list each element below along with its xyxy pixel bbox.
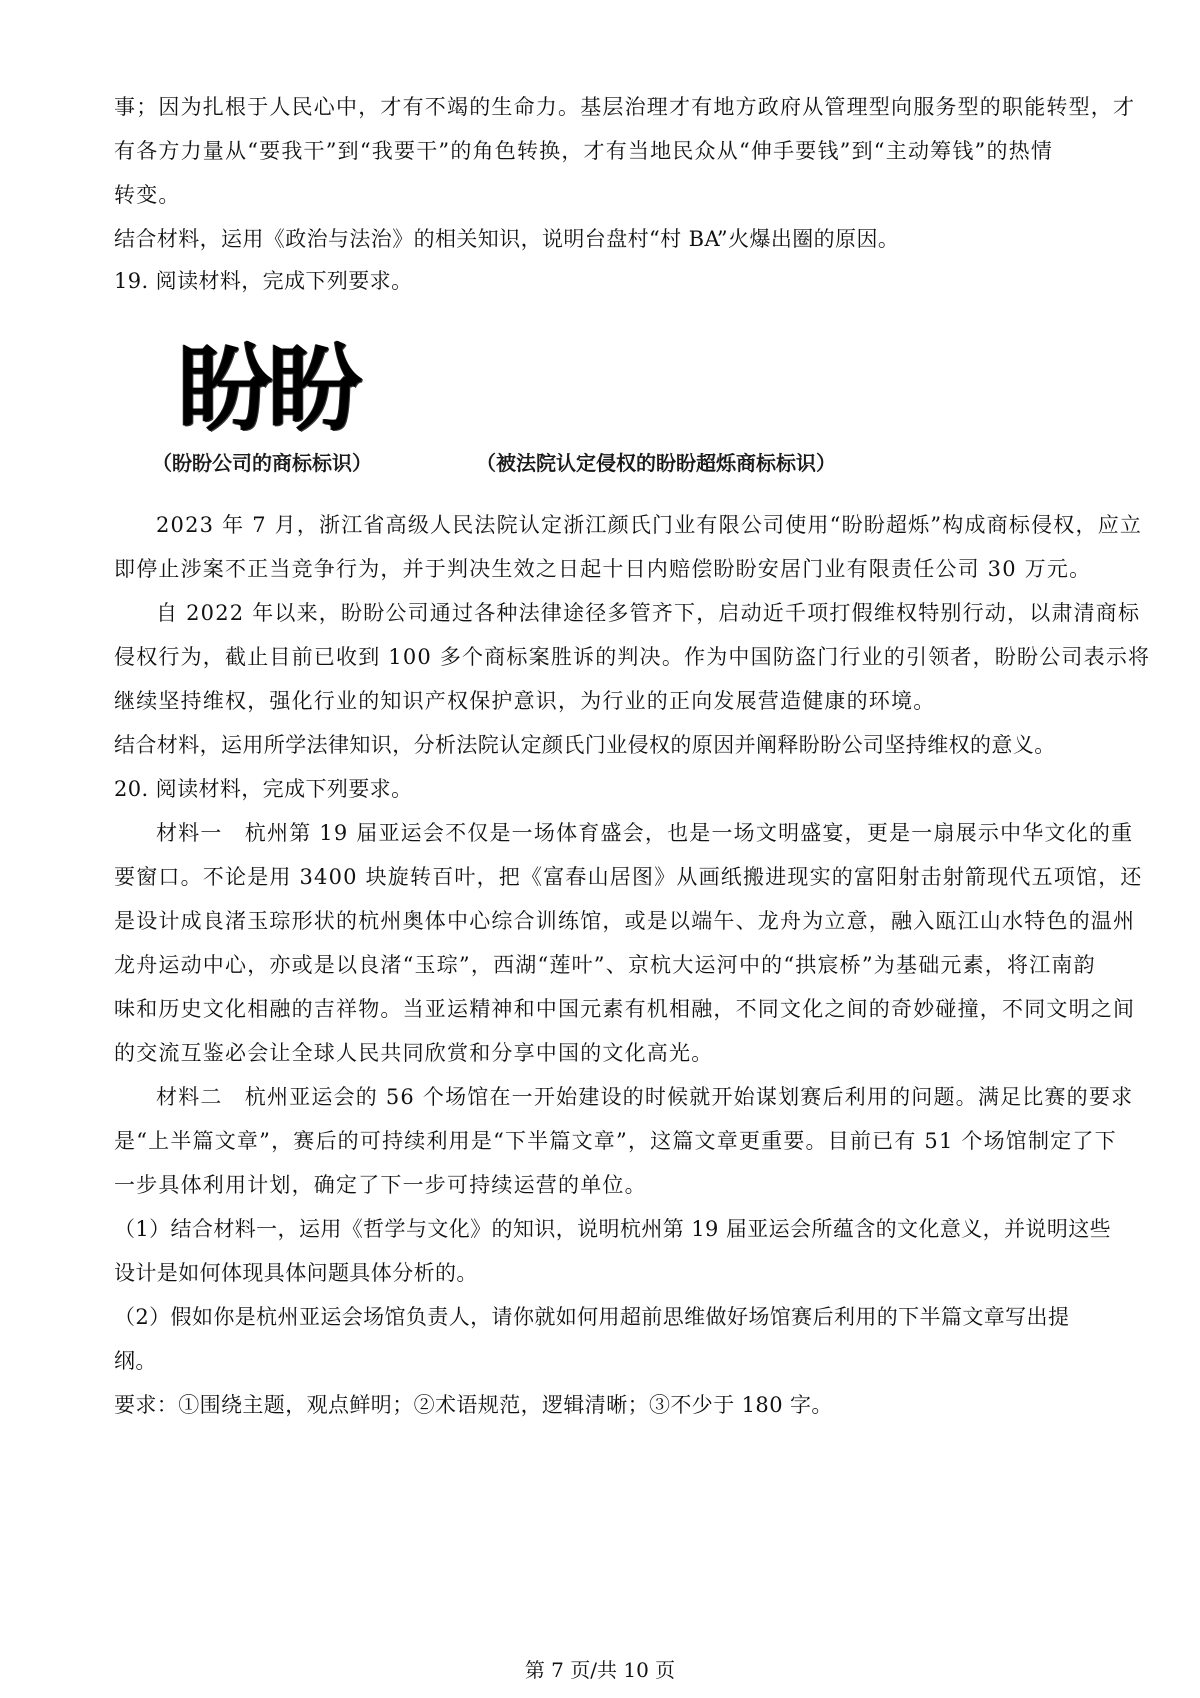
q20-title: 20. 阅读材料，完成下列要求。 xyxy=(114,777,413,801)
panpan-trademark-logo: 盼盼 xyxy=(178,335,359,444)
q19-material-line: 2023 年 7 月，浙江省高级人民法院认定浙江颜氏门业有限公司使用“盼盼超烁”构成商标侵权，应立 xyxy=(156,513,1143,537)
q20-part2: （2）假如你是杭州亚运会场馆负责人，请你就如何用超前思维做好场馆赛后利用的下半篇文章写出提 xyxy=(114,1305,1070,1329)
q18-material-line: 有各方力量从“要我干”到“我要干”的角色转换，才有当地民众从“伸手要钱”到“主动筹钱”的热情 xyxy=(114,139,1054,163)
q19-material-line: 即停止涉案不正当竞争行为，并于判决生效之日起十日内赔偿盼盼安居门业有限责任公司 30 万元。 xyxy=(114,557,1092,581)
q20-material1-line: 的交流互鉴必会让全球人民共同欣赏和分享中国的文化高光。 xyxy=(114,1041,714,1065)
q20-part2: 纲。 xyxy=(114,1349,157,1373)
q18-task: 结合材料，运用《政治与法治》的相关知识，说明台盘村“村 BA”火爆出圈的原因。 xyxy=(114,227,900,251)
q20-material2-line: 材料二 杭州亚运会的 56 个场馆在一开始建设的时候就开始谋划赛后利用的问题。满足比赛的要求 xyxy=(156,1085,1134,1109)
trademark-caption-right: （被法院认定侵权的盼盼超烁商标标识） xyxy=(476,451,836,475)
q20-requirements: 要求：①围绕主题，观点鲜明；②术语规范，逻辑清晰；③不少于 180 字。 xyxy=(114,1393,833,1417)
q20-material1-line: 要窗口。不论是用 3400 块旋转百叶，把《富春山居图》从画纸搬进现实的富阳射击射箭现代五项馆，还 xyxy=(114,865,1143,889)
page-number: 第 7 页/共 10 页 xyxy=(524,1658,676,1682)
q19-title: 19. 阅读材料，完成下列要求。 xyxy=(114,269,413,293)
trademark-caption-left: （盼盼公司的商标标识） xyxy=(152,451,372,475)
q19-material-line: 自 2022 年以来，盼盼公司通过各种法律途径多管齐下，启动近千项打假维权特别行动，以肃清商标 xyxy=(156,601,1141,625)
q20-part1: （1）结合材料一，运用《哲学与文化》的知识，说明杭州第 19 届亚运会所蕴含的文化意义，并说明这些 xyxy=(114,1217,1112,1241)
q20-material2-line: 是“上半篇文章”，赛后的可持续利用是“下半篇文章”，这篇文章更重要。目前已有 51 个场馆制定了下 xyxy=(114,1129,1117,1153)
q18-material-line: 转变。 xyxy=(114,183,181,207)
q20-material1-line: 材料一 杭州第 19 届亚运会不仅是一场体育盛会，也是一场文明盛宴，更是一扇展示中华文化的重 xyxy=(156,821,1134,845)
q19-material-line: 继续坚持维权，强化行业的知识产权保护意识，为行业的正向发展营造健康的环境。 xyxy=(114,689,936,713)
q18-material-line: 事；因为扎根于人民心中，才有不竭的生命力。基层治理才有地方政府从管理型向服务型的职能转型，才 xyxy=(114,95,1136,119)
q20-material1-line: 味和历史文化相融的吉祥物。当亚运精神和中国元素有机相融，不同文化之间的奇妙碰撞，不同文明之间 xyxy=(114,997,1136,1021)
q19-material-line: 侵权行为，截止目前已收到 100 多个商标案胜诉的判决。作为中国防盗门行业的引领者，盼盼公司表示将 xyxy=(114,645,1151,669)
q20-material1-line: 龙舟运动中心，亦或是以良渚“玉琮”，西湖“莲叶”、京杭大运河中的“拱宸桥”为基础元素，将江南韵 xyxy=(114,953,1096,977)
q20-material2-line: 一步具体利用计划，确定了下一步可持续运营的单位。 xyxy=(114,1173,647,1197)
q20-material1-line: 是设计成良渚玉琮形状的杭州奥体中心综合训练馆，或是以端午、龙舟为立意，融入瓯江山水特色的温州 xyxy=(114,909,1136,933)
q20-part1: 设计是如何体现具体问题具体分析的。 xyxy=(114,1261,478,1285)
q19-task: 结合材料，运用所学法律知识，分析法院认定颜氏门业侵权的原因并阐释盼盼公司坚持维权的意义。 xyxy=(114,733,1056,757)
